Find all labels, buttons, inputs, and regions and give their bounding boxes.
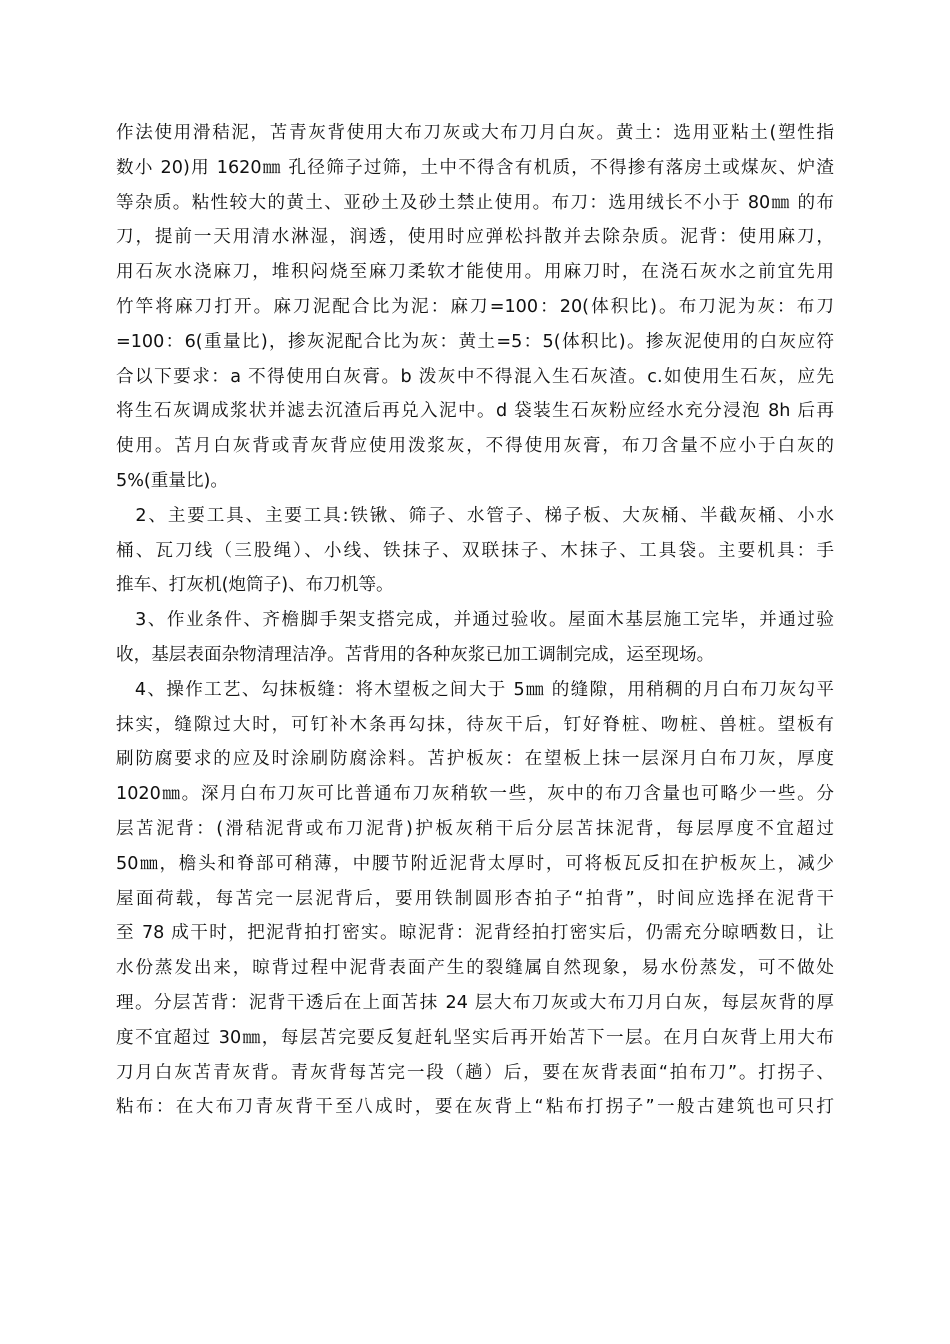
text-line: 刀月白灰苫青灰背。青灰背每苫完一段（趟）后，要在灰背表面“拍布刀”。打拐子、 [116,1062,834,1083]
text-line: 将生石灰调成浆状并滤去沉渣后再兑入泥中。d 袋装生石灰粉应经水充分浸泡 8h 后再 [116,401,834,422]
text-line: =100：6(重量比)，掺灰泥配合比为灰：黄土=5：5(体积比)。掺灰泥使用的白灰应符 [116,331,834,352]
text-line: 抹实，缝隙过大时，可钉补木条再勾抹，待灰干后，钉好脊桩、吻桩、兽桩。望板有 [116,714,834,735]
text-line: 3、作业条件、齐檐脚手架支搭完成，并通过验收。屋面木基层施工完毕，并通过验 [116,610,834,631]
text-line: 50㎜，檐头和脊部可稍薄，中腰节附近泥背太厚时，可将板瓦反扣在护板灰上，减少 [116,853,834,874]
text-line: 2、主要工具、主要工具:铁锹、筛子、水管子、梯子板、大灰桶、半截灰桶、小水 [116,505,834,526]
text-line: 刷防腐要求的应及时涂刷防腐涂料。苫护板灰：在望板上抹一层深月白布刀灰，厚度 [116,749,834,770]
text-line: 桶、瓦刀线（三股绳）、小线、铁抹子、双联抹子、木抹子、工具袋。主要机具：手 [116,540,834,561]
text-line: 用石灰水浇麻刀，堆积闷烧至麻刀柔软才能使用。用麻刀时，在浇石灰水之前宜先用 [116,262,834,283]
text-line: 理。分层苫背：泥背干透后在上面苫抹 24 层大布刀灰或大布刀月白灰，每层灰背的厚 [116,992,834,1013]
paragraph-end-line: 5%(重量比)。 [116,470,229,491]
text-line: 水份蒸发出来，晾背过程中泥背表面产生的裂缝属自然现象，易水份蒸发，可不做处 [116,958,834,979]
text-line: 等杂质。粘性较大的黄土、亚砂土及砂土禁止使用。布刀：选用绒长不小于 80㎜ 的布 [116,192,834,213]
paragraph-end-line: 收，基层表面杂物清理洁净。苫背用的各种灰浆已加工调制完成，运至现场。 [116,644,715,665]
text-line: 竹竿将麻刀打开。麻刀泥配合比为泥：麻刀=100：20(体积比)。布刀泥为灰：布刀 [116,296,834,317]
text-line: 层苫泥背：(滑秸泥背或布刀泥背)护板灰稍干后分层苫抹泥背，每层厚度不宜超过 [116,818,834,839]
text-line: 粘布：在大布刀青灰背干至八成时，要在灰背上“粘布打拐子”一般古建筑也可只打 [116,1097,834,1118]
text-line: 合以下要求：a 不得使用白灰膏。b 泼灰中不得混入生石灰渣。c.如使用生石灰，应先 [116,366,834,387]
document-body [116,116,834,1125]
text-line: 使用。苫月白灰背或青灰背应使用泼浆灰，不得使用灰膏，布刀含量不应小于白灰的 [116,436,834,457]
text-line: 4、操作工艺、勾抹板缝：将木望板之间大于 5㎜ 的缝隙，用稍稠的月白布刀灰勾平 [116,679,834,700]
text-line: 屋面荷载，每苫完一层泥背后，要用铁制圆形杏拍子“拍背”，时间应选择在泥背干 [116,888,834,909]
text-line: 数小 20)用 1620㎜ 孔径筛子过筛，土中不得含有机质，不得掺有落房土或煤灰、炉渣 [116,157,834,178]
paragraph-end-line: 推车、打灰机(炮筒子)、布刀机等。 [116,575,394,596]
text-line: 至 78 成干时，把泥背拍打密实。晾泥背：泥背经拍打密实后，仍需充分晾晒数日，让 [116,923,834,944]
text-line: 度不宜超过 30㎜，每层苫完要反复赶轧坚实后再开始苫下一层。在月白灰背上用大布 [116,1027,834,1048]
text-line: 刀，提前一天用清水淋湿，润透，使用时应弹松抖散并去除杂质。泥背：使用麻刀， [116,227,834,248]
text-line: 作法使用滑秸泥，苫青灰背使用大布刀灰或大布刀月白灰。黄土：选用亚粘土(塑性指 [116,123,834,143]
text-line: 1020㎜。深月白布刀灰可比普通布刀灰稍软一些，灰中的布刀含量也可略少一些。分 [116,784,834,805]
